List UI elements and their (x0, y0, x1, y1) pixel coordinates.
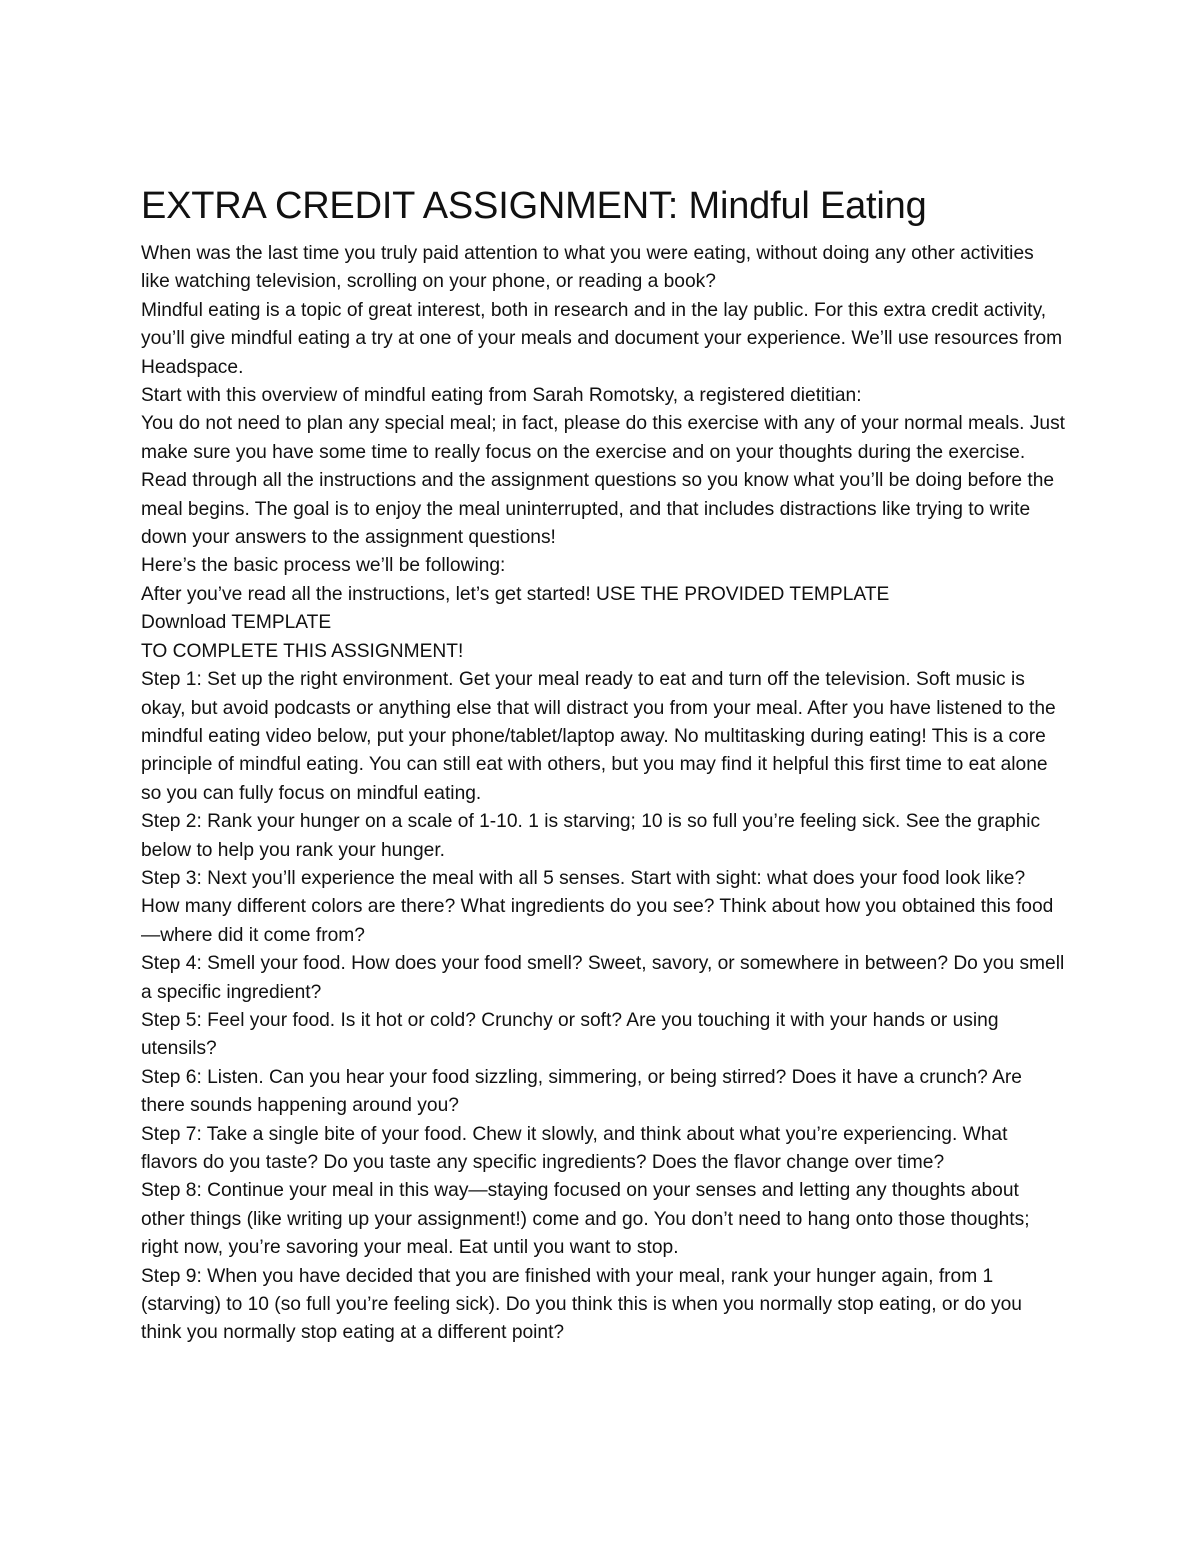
paragraph-step-2: Step 2: Rank your hunger on a scale of 1-10. 1 is starving; 10 is so full you’re feeling sick. See the graphic below to help you rank your hunger. (141, 811, 1041, 861)
paragraph-step-6: Step 6: Listen. Can you hear your food sizzling, simmering, or being stirred? Does it have a crunch? Are there sounds happening around you? (141, 1066, 1022, 1117)
paragraph-step-7: Step 7: Take a single bite of your food. Chew it slowly, and think about what you’re experiencing. What flavors do you taste? Do you taste any specific ingredients? Does the flavor change over time? (141, 1123, 1008, 1173)
paragraph-mindful-eating-overview: Mindful eating is a topic of great interest, both in research and in the lay public. For this extra credit activity, you’ll give mindful eating a try at one of your meals and document your experience. We’ll use resources from Headspace. (141, 299, 1063, 378)
paragraph-list (141, 240, 1066, 1348)
document-title: EXTRA CREDIT ASSIGNMENT: Mindful Eating (141, 185, 927, 227)
paragraph-read-instructions: Read through all the instructions and the assignment questions so you know what you’ll be doing before the meal begins. The goal is to enjoy the meal uninterrupted, and that includes distractions like trying to write down your answers to the assignment questions! (141, 470, 1055, 549)
paragraph-get-started: After you’ve read all the instructions, let’s get started! USE THE PROVIDED TEMPLATE (141, 583, 890, 605)
document-body (141, 184, 1066, 1348)
paragraph-no-special-meal: You do not need to plan any special meal; in fact, please do this exercise with any of your normal meals. Just make sure you have some time to really focus on the exercise and on your thoughts during the exercise. (141, 413, 1066, 463)
paragraph-step-9: Step 9: When you have decided that you are finished with your meal, rank your hunger again, from 1 (starving) to 10 (so full you’re feeling sick). Do you think this is when you normally stop eating, or do you think you normally stop eating at a different point? (141, 1265, 1022, 1344)
paragraph-basic-process: Here’s the basic process we’ll be following: (141, 555, 506, 577)
paragraph-complete-assignment: TO COMPLETE THIS ASSIGNMENT! (141, 640, 464, 662)
paragraph-step-1: Step 1: Set up the right environment. Get your meal ready to eat and turn off the television. Soft music is okay, but avoid podcasts or anything else that will distract you from your meal. After you have listened to the mindful eating video below, put your phone/tablet/laptop away. No multitasking during eating! This is a core principle of mindful eating. You can still eat with others, but you may find it helpful this first time to eat alone so you can fully focus on mindful eating. (141, 669, 1056, 804)
paragraph-start-overview: Start with this overview of mindful eating from Sarah Romotsky, a registered dietitian: (141, 385, 862, 407)
paragraph-step-3: Step 3: Next you’ll experience the meal with all 5 senses. Start with sight: what does your food look like? How many different colors are there? What ingredients do you see? Think about how you obtained this food—where did it come from? (141, 867, 1054, 946)
paragraph-step-8: Step 8: Continue your meal in this way—staying focused on your senses and letting any thoughts about other things (like writing up your assignment!) come and go. You don’t need to hang onto those thoughts; right now, you’re savoring your meal. Eat until you want to stop. (141, 1180, 1030, 1259)
paragraph-step-5: Step 5: Feel your food. Is it hot or cold? Crunchy or soft? Are you touching it with your hands or using utensils? (141, 1009, 999, 1060)
paragraph-intro-question: When was the last time you truly paid attention to what you were eating, without doing any other activities like watching television, scrolling on your phone, or reading a book? (141, 243, 1034, 293)
download-template-link[interactable]: Download TEMPLATE (141, 612, 332, 634)
paragraph-step-4: Step 4: Smell your food. How does your food smell? Sweet, savory, or somewhere in between? Do you smell a specific ingredient? (141, 953, 1065, 1003)
